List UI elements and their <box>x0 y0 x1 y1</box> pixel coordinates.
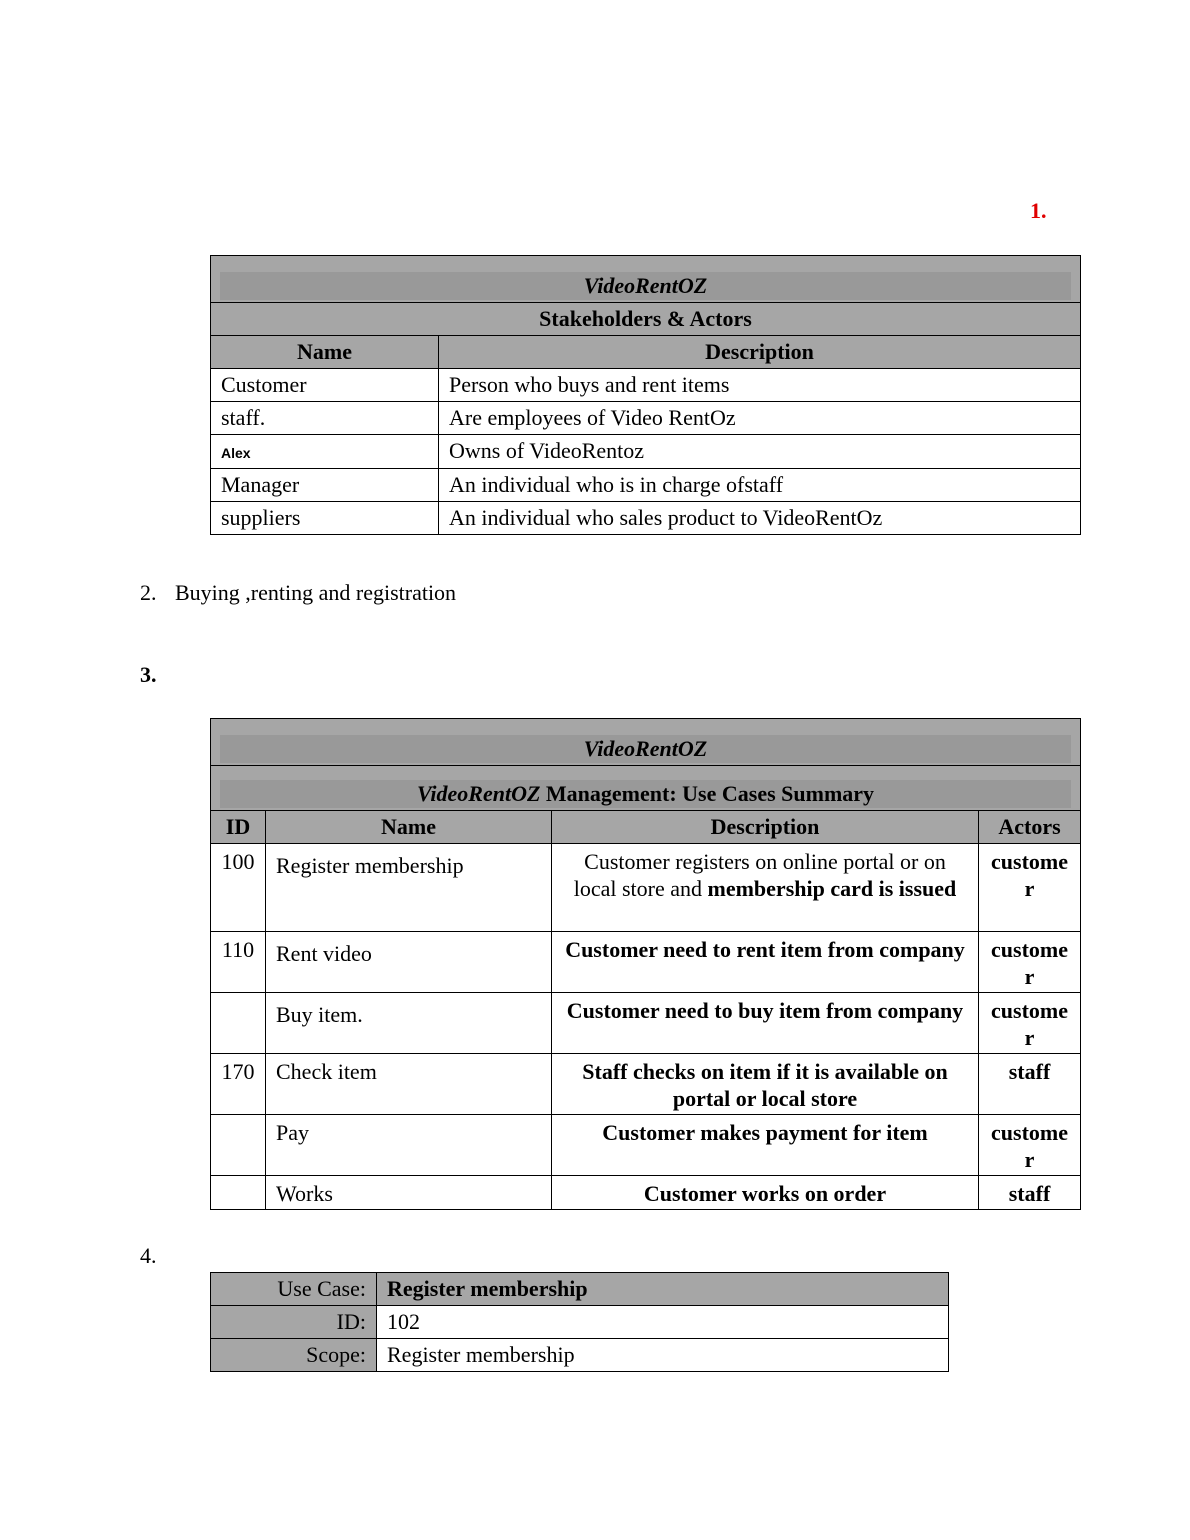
description-bold: Customer works on order <box>643 1181 887 1206</box>
use-case-name: Check item <box>266 1054 552 1115</box>
stakeholder-name: Customer <box>211 369 439 402</box>
use-case-actor: staff <box>979 1054 1081 1115</box>
description-plain: Customer registers on online portal or on local store and <box>573 849 946 901</box>
summary-header-row <box>211 811 1081 844</box>
column-header: Actors <box>979 811 1081 844</box>
use-case-id <box>211 1176 266 1210</box>
table-row <box>211 369 1081 402</box>
table-row <box>211 502 1081 535</box>
column-header: Name <box>266 811 552 844</box>
use-case-actor: customer <box>979 1115 1081 1176</box>
use-case-id: 100 <box>211 844 266 932</box>
table-row <box>211 402 1081 435</box>
subtitle-italic: VideoRentOZ <box>416 781 541 806</box>
column-header: ID <box>211 811 266 844</box>
description-bold: Staff checks on item if it is available on portal or local store <box>582 1059 948 1111</box>
use-case-description <box>552 1115 979 1176</box>
use-case-detail-table <box>210 1272 949 1372</box>
description-bold: Customer need to buy item from company <box>566 998 964 1023</box>
stakeholder-description: Person who buys and rent items <box>439 369 1081 402</box>
use-case-actor: customer <box>979 993 1081 1054</box>
use-case-id <box>211 993 266 1054</box>
use-case-actor: customer <box>979 844 1081 932</box>
stakeholder-description: Owns of VideoRentoz <box>439 435 1081 469</box>
column-header: Name <box>211 336 439 369</box>
use-case-name: Register membership <box>266 844 552 932</box>
use-case-id: 110 <box>211 932 266 993</box>
table-row <box>211 1115 1081 1176</box>
section-2-text: Buying ,renting and registration <box>175 580 457 605</box>
stakeholder-name: suppliers <box>211 502 439 535</box>
section-2-number: 2. <box>140 580 157 605</box>
detail-label: Use Case: <box>211 1273 377 1306</box>
detail-value: Register membership <box>377 1339 949 1372</box>
stakeholder-name: staff. <box>211 402 439 435</box>
use-case-id: 170 <box>211 1054 266 1115</box>
table-row <box>211 1054 1081 1115</box>
table-row <box>211 844 1081 932</box>
description-bold: Customer makes payment for item <box>602 1120 928 1145</box>
use-case-summary-table <box>210 718 1081 1210</box>
use-case-actor: staff <box>979 1176 1081 1210</box>
table-row <box>211 435 1081 469</box>
detail-value: Register membership <box>377 1273 949 1306</box>
stakeholder-name: Alex <box>221 445 251 461</box>
stakeholder-description: An individual who sales product to VideoRentOz <box>439 502 1081 535</box>
use-case-name: Pay <box>266 1115 552 1176</box>
column-header: Description <box>439 336 1081 369</box>
use-case-description <box>552 1176 979 1210</box>
use-case-description <box>552 844 979 932</box>
table-row <box>211 932 1081 993</box>
use-case-actor: customer <box>979 932 1081 993</box>
subtitle-rest: Management: Use Cases Summary <box>540 781 875 806</box>
use-case-id <box>211 1115 266 1176</box>
table-row <box>211 469 1081 502</box>
detail-label: ID: <box>211 1306 377 1339</box>
use-case-description <box>552 932 979 993</box>
stakeholder-description: Are employees of Video RentOz <box>439 402 1081 435</box>
use-case-name: Buy item. <box>266 993 552 1054</box>
section-4-number: 4. <box>140 1243 157 1268</box>
table-subtitle <box>220 780 1071 808</box>
use-case-name: Rent video <box>266 932 552 993</box>
column-header: Description <box>552 811 979 844</box>
section-3-number: 3. <box>140 662 157 687</box>
detail-row <box>211 1306 949 1339</box>
summary-subtitle-row <box>211 766 1081 811</box>
table-title: VideoRentOZ <box>220 735 1071 763</box>
stakeholders-title-row <box>211 256 1081 303</box>
use-case-description <box>552 1054 979 1115</box>
detail-label: Scope: <box>211 1339 377 1372</box>
table-subtitle: Stakeholders & Actors <box>211 303 1081 336</box>
detail-row <box>211 1339 949 1372</box>
table-row <box>211 993 1081 1054</box>
table-row <box>211 1176 1081 1210</box>
description-bold: Customer need to rent item from company <box>565 937 965 962</box>
detail-row <box>211 1273 949 1306</box>
stakeholders-table <box>210 255 1081 535</box>
description-bold: membership card is issued <box>707 876 957 901</box>
use-case-description <box>552 993 979 1054</box>
summary-title-row <box>211 719 1081 766</box>
table-title: VideoRentOZ <box>220 272 1071 300</box>
stakeholders-subtitle-row <box>211 303 1081 336</box>
detail-value: 102 <box>377 1306 949 1339</box>
stakeholders-header-row <box>211 336 1081 369</box>
stakeholder-name: Manager <box>211 469 439 502</box>
use-case-name: Works <box>266 1176 552 1210</box>
stakeholder-description: An individual who is in charge ofstaff <box>439 469 1081 502</box>
section-1-number: 1. <box>1030 198 1047 223</box>
